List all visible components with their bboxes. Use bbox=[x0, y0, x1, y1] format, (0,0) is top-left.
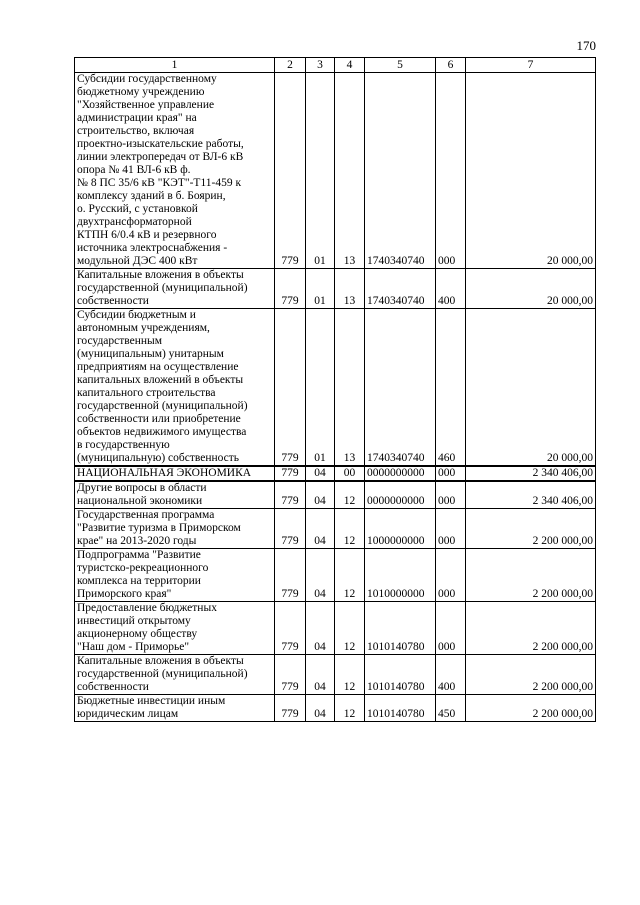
section-code-cell: 04 bbox=[306, 602, 335, 655]
target-item-code-cell: 1010140780 bbox=[365, 602, 436, 655]
expense-type-code-cell: 000 bbox=[436, 481, 466, 509]
subsection-code-cell: 12 bbox=[335, 481, 365, 509]
section-code-cell: 01 bbox=[306, 73, 335, 269]
ministry-code-cell: 779 bbox=[275, 602, 306, 655]
ministry-code-cell: 779 bbox=[275, 549, 306, 602]
section-code-cell: 04 bbox=[306, 695, 335, 722]
target-item-code-cell: 1740340740 bbox=[365, 309, 436, 467]
subsection-code-cell: 12 bbox=[335, 509, 365, 549]
row-name-cell: Субсидии государственному бюджетному учреждению "Хозяйственное управление администрации края" на строительство, включая проектно-изыскательские работы, линии электропередач от ВЛ-6 кВ опора № 41 ВЛ-6 кВ ф. № 8 ПС 35/6 кВ "КЭТ"-Т11-459 к комплексу зданий в б. Боярин, о. Русский, с установкой двухтрансформаторной КТПН 6/0.4 кВ и резервного источника электроснабжения - модульной ДЭС 400 кВт bbox=[75, 73, 275, 269]
ministry-code-cell: 779 bbox=[275, 73, 306, 269]
amount-cell: 2 340 406,00 bbox=[466, 466, 596, 481]
section-code-cell: 01 bbox=[306, 309, 335, 467]
target-item-code-cell: 1740340740 bbox=[365, 73, 436, 269]
row-name-cell: Субсидии бюджетным и автономным учреждениям, государственным (муниципальным) унитарным предприятиям на осуществление капитальных вложений в объекты капитального строительства государственной (муниципальной) собственности или приобретение объектов недвижимого имущества в государственную (муниципальную) собственность bbox=[75, 309, 275, 467]
column-number: 4 bbox=[335, 58, 365, 73]
expense-type-code-cell: 000 bbox=[436, 73, 466, 269]
expense-type-code-cell: 000 bbox=[436, 509, 466, 549]
expense-type-code-cell: 460 bbox=[436, 309, 466, 467]
amount-cell: 2 200 000,00 bbox=[466, 509, 596, 549]
expense-type-code-cell: 400 bbox=[436, 269, 466, 309]
subsection-code-cell: 13 bbox=[335, 73, 365, 269]
table-row bbox=[75, 73, 596, 269]
section-code-cell: 01 bbox=[306, 269, 335, 309]
table-row bbox=[75, 309, 596, 467]
column-number: 3 bbox=[306, 58, 335, 73]
section-code-cell: 04 bbox=[306, 481, 335, 509]
target-item-code-cell: 1010000000 bbox=[365, 549, 436, 602]
expense-type-code-cell: 400 bbox=[436, 655, 466, 695]
row-name-cell: Бюджетные инвестиции иным юридическим лицам bbox=[75, 695, 275, 722]
row-name-cell: Предоставление бюджетных инвестиций открытому акционерному обществу "Наш дом - Приморье" bbox=[75, 602, 275, 655]
section-code-cell: 04 bbox=[306, 549, 335, 602]
section-code-cell: 04 bbox=[306, 655, 335, 695]
table-row bbox=[75, 655, 596, 695]
amount-cell: 2 200 000,00 bbox=[466, 695, 596, 722]
ministry-code-cell: 779 bbox=[275, 655, 306, 695]
ministry-code-cell: 779 bbox=[275, 309, 306, 467]
subsection-code-cell: 00 bbox=[335, 466, 365, 481]
subsection-code-cell: 13 bbox=[335, 309, 365, 467]
amount-cell: 20 000,00 bbox=[466, 269, 596, 309]
target-item-code-cell: 1010140780 bbox=[365, 695, 436, 722]
row-name-cell: Капитальные вложения в объекты государственной (муниципальной) собственности bbox=[75, 655, 275, 695]
section-code-cell: 04 bbox=[306, 509, 335, 549]
amount-cell: 2 200 000,00 bbox=[466, 549, 596, 602]
section-row bbox=[75, 466, 596, 481]
amount-cell: 2 340 406,00 bbox=[466, 481, 596, 509]
expense-type-code-cell: 000 bbox=[436, 602, 466, 655]
table-row bbox=[75, 602, 596, 655]
amount-cell: 20 000,00 bbox=[466, 73, 596, 269]
row-name-cell: Подпрограмма "Развитие туристско-рекреационного комплекса на территории Приморского края" bbox=[75, 549, 275, 602]
column-number: 2 bbox=[275, 58, 306, 73]
ministry-code-cell: 779 bbox=[275, 481, 306, 509]
target-item-code-cell: 0000000000 bbox=[365, 481, 436, 509]
table-row bbox=[75, 481, 596, 509]
subsection-code-cell: 12 bbox=[335, 549, 365, 602]
expense-type-code-cell: 450 bbox=[436, 695, 466, 722]
ministry-code-cell: 779 bbox=[275, 466, 306, 481]
subsection-code-cell: 12 bbox=[335, 655, 365, 695]
target-item-code-cell: 0000000000 bbox=[365, 466, 436, 481]
row-name-cell: НАЦИОНАЛЬНАЯ ЭКОНОМИКА bbox=[75, 466, 275, 481]
target-item-code-cell: 1000000000 bbox=[365, 509, 436, 549]
amount-cell: 20 000,00 bbox=[466, 309, 596, 467]
table-row bbox=[75, 695, 596, 722]
table-row bbox=[75, 549, 596, 602]
ministry-code-cell: 779 bbox=[275, 269, 306, 309]
column-number: 7 bbox=[466, 58, 596, 73]
row-name-cell: Государственная программа "Развитие туризма в Приморском крае" на 2013-2020 годы bbox=[75, 509, 275, 549]
expense-type-code-cell: 000 bbox=[436, 466, 466, 481]
column-number: 1 bbox=[75, 58, 275, 73]
column-number: 5 bbox=[365, 58, 436, 73]
ministry-code-cell: 779 bbox=[275, 509, 306, 549]
table-row bbox=[75, 509, 596, 549]
section-code-cell: 04 bbox=[306, 466, 335, 481]
amount-cell: 2 200 000,00 bbox=[466, 655, 596, 695]
page-number: 170 bbox=[576, 38, 596, 53]
budget-table bbox=[74, 57, 596, 722]
subsection-code-cell: 12 bbox=[335, 602, 365, 655]
table-row bbox=[75, 269, 596, 309]
target-item-code-cell: 1740340740 bbox=[365, 269, 436, 309]
subsection-code-cell: 13 bbox=[335, 269, 365, 309]
column-number: 6 bbox=[436, 58, 466, 73]
budget-table-body bbox=[75, 58, 596, 722]
subsection-code-cell: 12 bbox=[335, 695, 365, 722]
ministry-code-cell: 779 bbox=[275, 695, 306, 722]
row-name-cell: Другие вопросы в области национальной экономики bbox=[75, 481, 275, 509]
row-name-cell: Капитальные вложения в объекты государственной (муниципальной) собственности bbox=[75, 269, 275, 309]
column-number-row bbox=[75, 58, 596, 73]
amount-cell: 2 200 000,00 bbox=[466, 602, 596, 655]
target-item-code-cell: 1010140780 bbox=[365, 655, 436, 695]
expense-type-code-cell: 000 bbox=[436, 549, 466, 602]
